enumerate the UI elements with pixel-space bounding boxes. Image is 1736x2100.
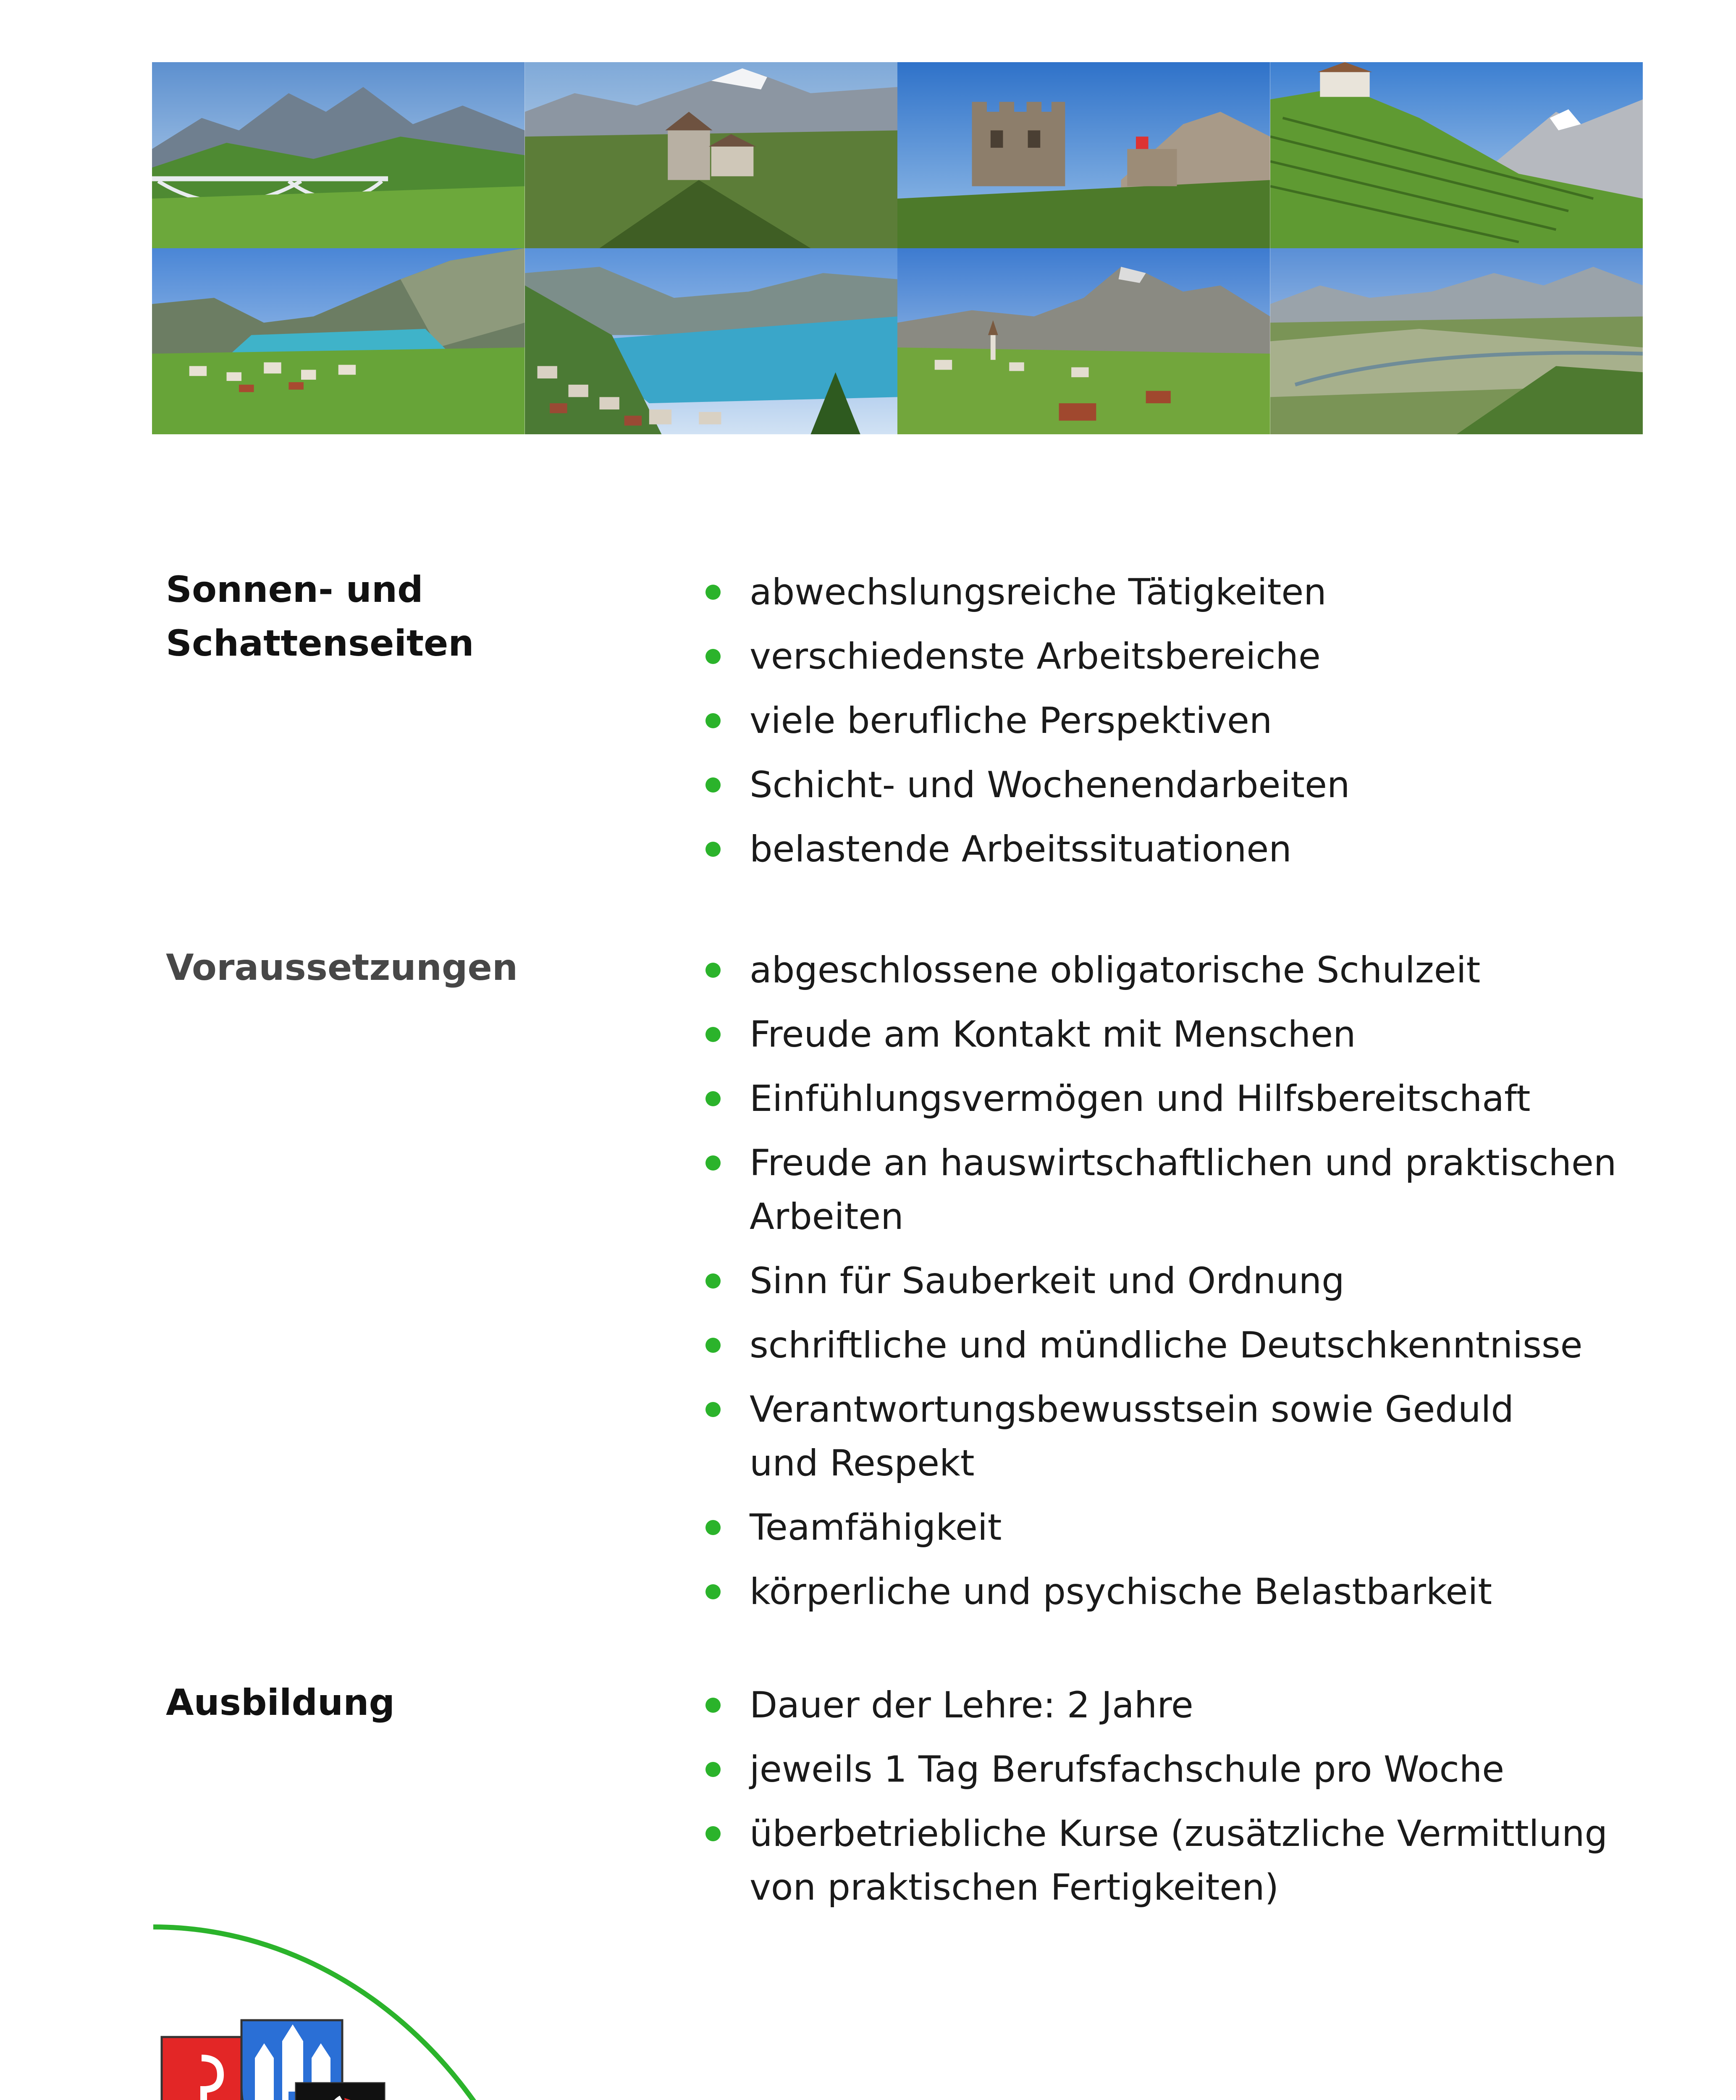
section-label-ausbildung <box>166 1676 395 1730</box>
list-item: abwechslungsreiche Tätigkeiten <box>705 565 1650 619</box>
vineyard-mountain-photo <box>1270 62 1643 248</box>
list-item: jeweils 1 Tag Berufsfachschule pro Woche <box>705 1743 1650 1796</box>
castle-ruin-photo <box>897 62 1270 248</box>
list-item: überbetriebliche Kurse (zusätzliche Vermittlung von praktischen Fertigkeiten) <box>705 1807 1650 1914</box>
list-item: Einfühlungsvermögen und Hilfsbereitschaft <box>705 1072 1650 1126</box>
list-item: abgeschlossene obligatorische Schulzeit <box>705 943 1650 997</box>
photo-grid <box>152 62 1643 434</box>
lake-village-photo <box>152 248 525 434</box>
castle-valley-photo <box>525 62 898 248</box>
list-item: schriftliche und mündliche Deutschkenntnisse <box>705 1318 1650 1372</box>
list-item: viele berufliche Perspektiven <box>705 694 1650 748</box>
list-item: körperliche und psychische Belastbarkeit <box>705 1565 1650 1619</box>
voraussetzungen-list <box>705 943 1650 1619</box>
crest-goose-icon <box>296 2083 384 2100</box>
section-label-line: Ausbildung <box>166 1682 395 1724</box>
mountain-village-photo <box>897 248 1270 434</box>
ausbildung-list <box>705 1678 1650 1914</box>
crest-red-crozier-icon <box>162 2037 241 2100</box>
section-label-line: Voraussetzungen <box>166 947 518 989</box>
section-label-sonnen-und-schattenseiten <box>166 563 474 670</box>
mountain-bridge-photo <box>152 62 525 248</box>
lake-town-photo <box>525 248 898 434</box>
section-label-voraussetzungen <box>166 941 518 995</box>
sonnen-und-schattenseiten-list <box>705 565 1650 876</box>
list-item: Dauer der Lehre: 2 Jahre <box>705 1678 1650 1732</box>
list-item: Sinn für Sauberkeit und Ordnung <box>705 1254 1650 1308</box>
list-item: Verantwortungsbewusstsein sowie Geduld und Respekt <box>705 1383 1650 1490</box>
list-item: belastende Arbeitssituationen <box>705 822 1650 876</box>
valley-panorama-photo <box>1270 248 1643 434</box>
list-item: verschiedenste Arbeitsbereiche <box>705 630 1650 683</box>
municipal-crests-logo <box>157 2012 502 2100</box>
list-item: Freude am Kontakt mit Menschen <box>705 1008 1650 1061</box>
list-item: Schicht- und Wochenendarbeiten <box>705 758 1650 812</box>
list-item: Teamfähigkeit <box>705 1501 1650 1554</box>
section-label-line: Sonnen- und <box>166 569 423 611</box>
section-label-line: Schattenseiten <box>166 622 474 664</box>
list-item: Freude an hauswirtschaftlichen und praktischen Arbeiten <box>705 1136 1650 1244</box>
